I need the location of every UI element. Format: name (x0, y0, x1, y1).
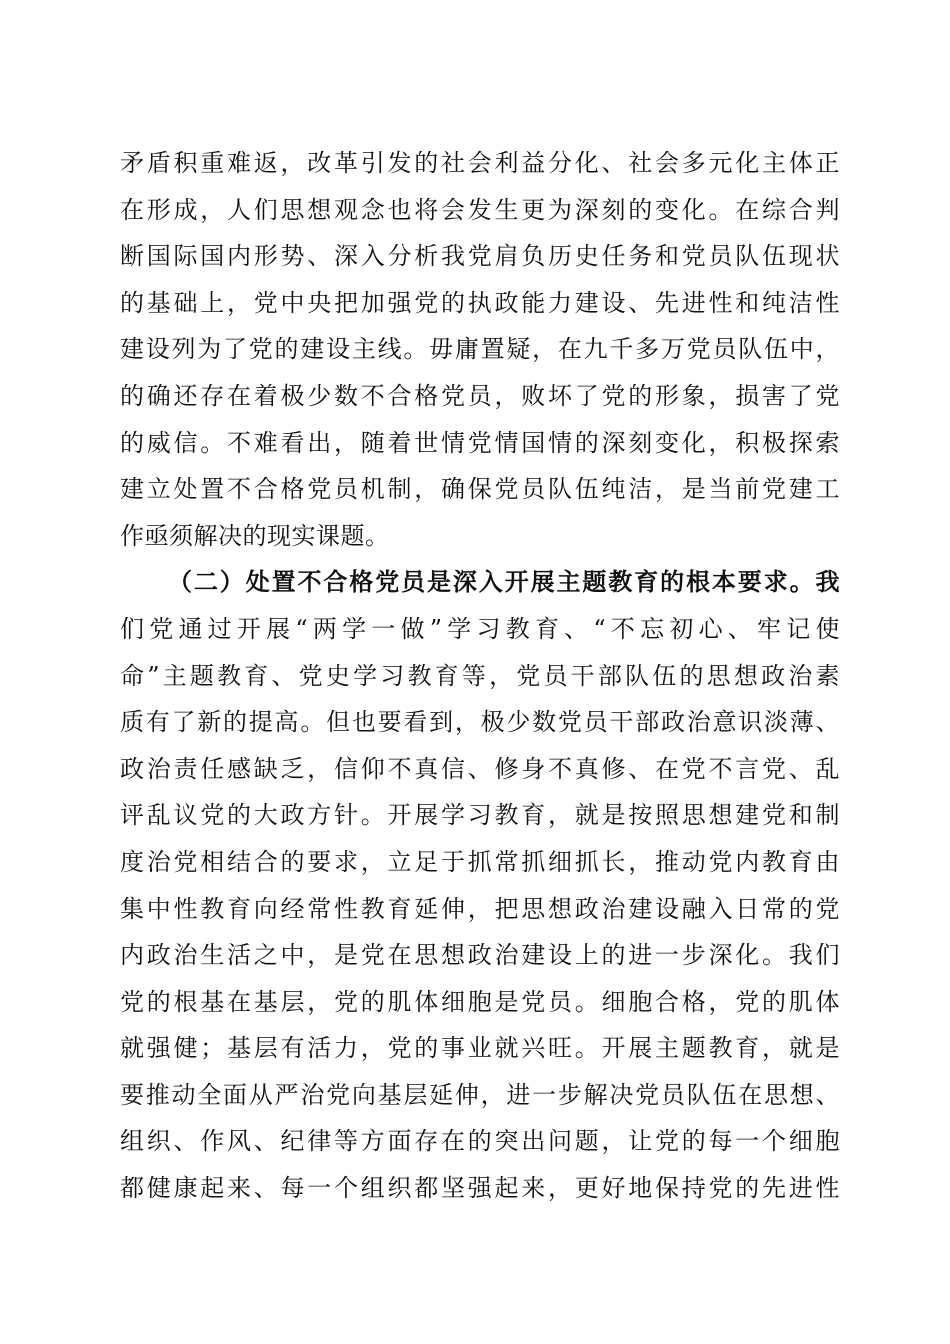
section-heading-line (120, 559, 840, 606)
paragraph-line: 就强健；基层有活力，党的事业就兴旺。开展主题教育，就是 (120, 1034, 840, 1063)
paragraph-line: 的威信。不难看出，随着世情党情国情的深刻变化，积极探索 (120, 428, 840, 457)
body-text (120, 140, 840, 1212)
paragraph-line: 度治党相结合的要求，立足于抓常抓细抓长，推动党内教育由 (120, 847, 840, 876)
paragraph-line: 命”主题教育、党史学习教育等，党员干部队伍的思想政治素 (120, 661, 840, 690)
section-heading-text: 处置不合格党员是深入开展主题教育的根本要求。我 (245, 567, 840, 597)
paragraph-line: 的确还存在着极少数不合格党员，败坏了党的形象，损害了党 (120, 381, 840, 410)
paragraph-line: 集中性教育向经常性教育延伸，把思想政治建设融入日常的党 (120, 894, 840, 923)
paragraph-line: 建设列为了党的建设主线。毋庸置疑，在九千多万党员队伍中， (120, 335, 840, 364)
paragraph-line: 要推动全面从严治党向基层延伸，进一步解决党员队伍在思想、 (120, 1080, 840, 1109)
paragraph-line: 组织、作风、纪律等方面存在的突出问题，让党的每一个细胞 (120, 1127, 840, 1156)
section-heading-marker: （二） (168, 567, 246, 597)
paragraph-line: 的基础上，党中央把加强党的执政能力建设、先进性和纯洁性 (120, 288, 840, 317)
paragraph-line: 矛盾积重难返，改革引发的社会利益分化、社会多元化主体正 (120, 149, 840, 177)
paragraph-line: 政治责任感缺乏，信仰不真信、修身不真修、在党不言党、乱 (120, 754, 840, 783)
paragraph-line: 们党通过开展“两学一做”学习教育、“不忘初心、牢记使 (120, 614, 840, 643)
paragraph-line: 都健康起来、每一个组织都坚强起来，更好地保持党的先进性 (120, 1174, 840, 1203)
paragraph-line: 评乱议党的大政方针。开展学习教育，就是按照思想建党和制 (120, 801, 840, 830)
paragraph-line: 建立处置不合格党员机制，确保党员队伍纯洁，是当前党建工 (120, 475, 840, 504)
paragraph-line: 断国际国内形势、深入分析我党肩负历史任务和党员队伍现状 (120, 242, 840, 271)
paragraph-line: 质有了新的提高。但也要看到，极少数党员干部政治意识淡薄、 (120, 708, 840, 737)
paragraph-line: 作亟须解决的现实课题。 (120, 521, 390, 550)
paragraph-line: 在形成，人们思想观念也将会发生更为深刻的变化。在综合判 (120, 195, 840, 224)
paragraph-line: 内政治生活之中，是党在思想政治建设上的进一步深化。我们 (120, 941, 840, 970)
paragraph-line: 党的根基在基层，党的肌体细胞是党员。细胞合格，党的肌体 (120, 987, 840, 1016)
